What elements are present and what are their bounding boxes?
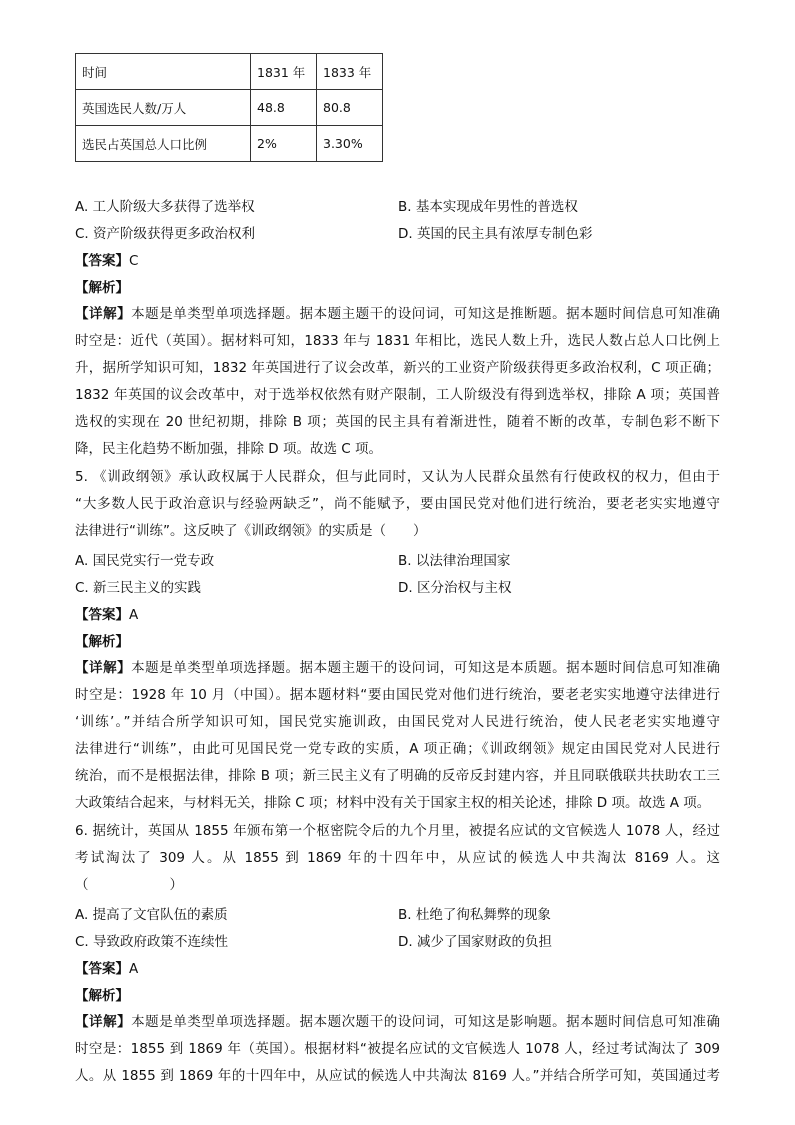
q5-option-d: D. 区分治权与主权 (398, 580, 512, 596)
q4-option-c: C. 资产阶级获得更多政治权利 (75, 226, 256, 242)
q4-detail (75, 301, 720, 463)
q6-options-row-2 (75, 932, 715, 952)
stem-line: 5. 《训政纲领》承认政权属于人民群众，但与此同时，又认为人民群众虽然有行使政权的权力，但由于 (75, 469, 720, 485)
q5-option-c: C. 新三民主义的实践 (75, 580, 202, 596)
detail-line: 法律进行“训练”，由此可见国民党一党专政的实质，A 项正确；《训政纲领》规定由国民党对人民进行 (75, 741, 720, 757)
detail-line: 人。从 1855 到 1869 年的十四年中，从应试的候选人中共淘汰 8169 人。”并结合所学可知，英国通过考 (75, 1068, 720, 1084)
detail-line: 时空是：1855 到 1869 年（英国）。根据材料“被提名应试的文官候选人 1078 人，经过考试淘汰了 309 (75, 1041, 720, 1057)
table-row (76, 126, 383, 162)
voter-data-table (75, 53, 383, 162)
q4-options-row-2 (75, 224, 715, 244)
answer-label: 【答案】 (75, 607, 129, 623)
q6-option-c: C. 导致政府政策不连续性 (75, 934, 229, 950)
q6-option-d: D. 减少了国家财政的负担 (398, 934, 552, 950)
detail-line: 降，民主化趋势不断加强，排除 D 项。故选 C 项。 (75, 441, 382, 457)
q4-analysis-label: 【解析】 (75, 280, 129, 296)
detail-line: 统治，而不是根据法律，排除 B 项；新三民主义有了明确的反帝反封建内容，并且同联俄联共扶助农工三 (75, 768, 720, 784)
q6-stem (75, 818, 720, 899)
table-cell: 英国选民人数/万人 (76, 90, 251, 126)
q5-stem (75, 464, 720, 545)
q6-option-a: A. 提高了文官队伍的素质 (75, 907, 228, 923)
answer-value: C (129, 253, 139, 269)
q5-answer (75, 605, 138, 625)
stem-line: （ ） (75, 877, 183, 893)
q6-answer (75, 959, 138, 979)
detail-line: 时空是：近代（英国）。据材料可知，1833 年与 1831 年相比，选民人数上升，选民人数占总人口比例上 (75, 333, 720, 349)
answer-label: 【答案】 (75, 961, 129, 977)
detail-line: 大政策结合起来，与材料无关，排除 C 项；材料中没有关于国家主权的相关论述，排除 D 项。故选 A 项。 (75, 795, 711, 811)
q4-option-b: B. 基本实现成年男性的普选权 (398, 199, 578, 215)
detail-line: 1832 年英国的议会改革中，对于选举权依然有财产限制，工人阶级没有得到选举权，排除 A 项；英国普 (75, 387, 720, 403)
table-cell: 2% (251, 126, 317, 162)
stem-line: “大多数人民于政治意识与经验两缺乏”，尚不能赋予，要由国民党对他们进行统治，要老老实实地遵守 (75, 496, 720, 512)
table-cell: 48.8 (251, 90, 317, 126)
q6-detail (75, 1009, 720, 1090)
q4-option-a: A. 工人阶级大多获得了选举权 (75, 199, 255, 215)
table-cell: 选民占英国总人口比例 (76, 126, 251, 162)
table-cell: 时间 (76, 54, 251, 90)
table-row (76, 90, 383, 126)
q5-analysis-label: 【解析】 (75, 634, 129, 650)
q4-options-row-1 (75, 197, 715, 217)
q4-option-d: D. 英国的民主具有浓厚专制色彩 (398, 226, 593, 242)
table-cell: 1831 年 (251, 54, 317, 90)
table-cell: 80.8 (317, 90, 383, 126)
table-cell: 1833 年 (317, 54, 383, 90)
answer-label: 【答案】 (75, 253, 129, 269)
detail-line: 时空是：1928 年 10 月（中国）。据本题材料“要由国民党对他们进行统治，要老老实实地遵守法律进行 (75, 687, 720, 703)
q6-options-row-1 (75, 905, 715, 925)
detail-line: 选权的实现在 20 世纪初期，排除 B 项；英国的民主具有着渐进性，随着不断的改革，专制色彩不断下 (75, 414, 720, 430)
q5-options-row-2 (75, 578, 715, 598)
stem-line: 考试淘汰了 309 人。从 1855 到 1869 年的十四年中，从应试的候选人中共淘汰 8169 人。这 (75, 850, 720, 866)
q6-option-b: B. 杜绝了徇私舞弊的现象 (398, 907, 551, 923)
table-row (76, 54, 383, 90)
q5-option-b: B. 以法律治理国家 (398, 553, 511, 569)
stem-line: 法律进行“训练”。这反映了《训政纲领》的实质是（ ） (75, 523, 427, 539)
q4-answer (75, 251, 138, 271)
q5-option-a: A. 国民党实行一党专政 (75, 553, 215, 569)
table-cell: 3.30% (317, 126, 383, 162)
detail-line: ‘训练’。”并结合所学知识可知，国民党实施训政，由国民党对人民进行统治，使人民老老实实地遵守 (75, 714, 720, 730)
q5-options-row-1 (75, 551, 715, 571)
detail-line: 【详解】本题是单类型单项选择题。据本题主题干的设问词，可知这是本质题。据本题时间信息可知准确 (75, 660, 721, 676)
detail-line: 【详解】本题是单类型单项选择题。据本题次题干的设问词，可知这是影响题。据本题时间信息可知准确 (75, 1014, 721, 1030)
answer-value: A (129, 607, 139, 623)
detail-line: 升，据所学知识可知，1832 年英国进行了议会改革，新兴的工业资产阶级获得更多政治权利，C 项正确； (75, 360, 720, 376)
answer-value: A (129, 961, 139, 977)
q6-analysis-label: 【解析】 (75, 988, 129, 1004)
detail-line: 【详解】本题是单类型单项选择题。据本题主题干的设问词，可知这是推断题。据本题时间信息可知准确 (75, 306, 721, 322)
q5-detail (75, 655, 720, 817)
stem-line: 6. 据统计，英国从 1855 年颁布第一个枢密院令后的九个月里，被提名应试的文官候选人 1078 人，经过 (75, 823, 720, 839)
